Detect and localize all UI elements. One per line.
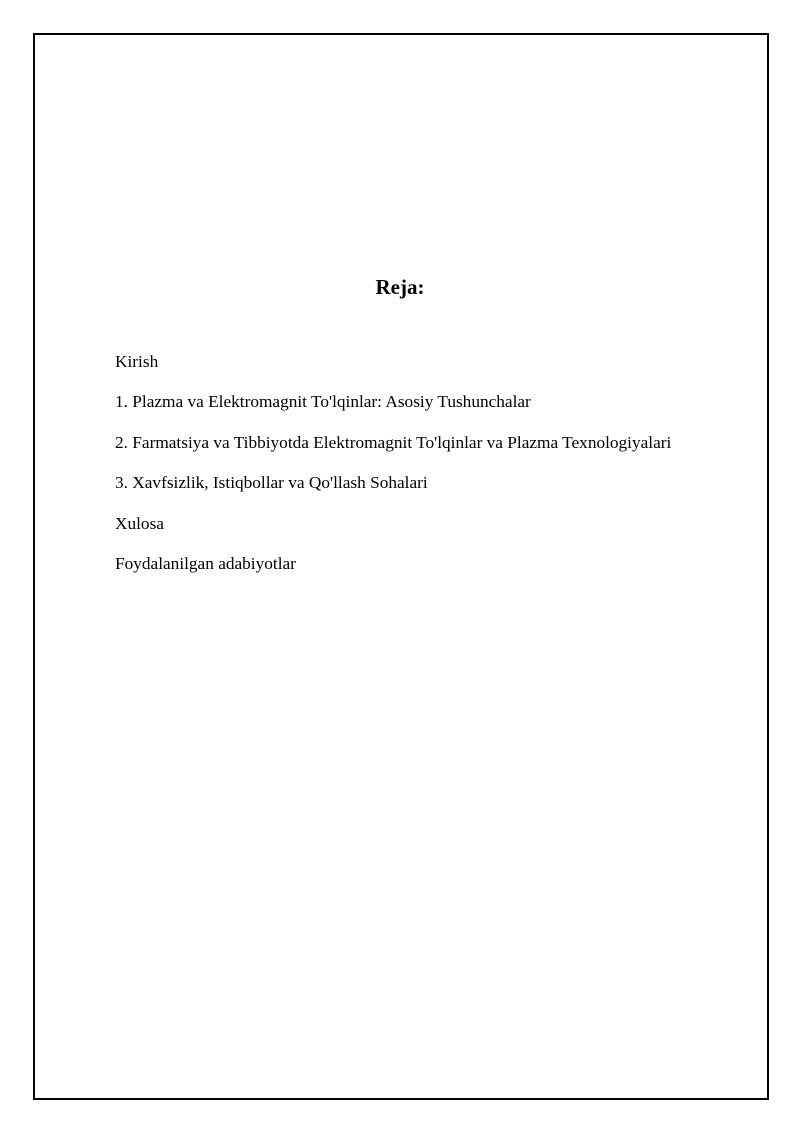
toc-item-chapter-1: 1. Plazma va Elektromagnit To'lqinlar: Asosiy Tushunchalar [115,392,531,412]
table-of-contents [115,352,671,594]
toc-item-chapter-2: 2. Farmatsiya va Tibbiyotda Elektromagnit To'lqinlar va Plazma Texnologiyalari [115,432,672,452]
page-title: Reja: [375,275,425,299]
toc-item-references: Foydalanilgan adabiyotlar [115,553,296,573]
toc-item-chapter-3: 3. Xavfsizlik, Istiqbollar va Qo'llash Sohalari [115,473,428,493]
toc-item-conclusion: Xulosa [115,513,164,533]
toc-item-introduction: Kirish [115,352,159,371]
